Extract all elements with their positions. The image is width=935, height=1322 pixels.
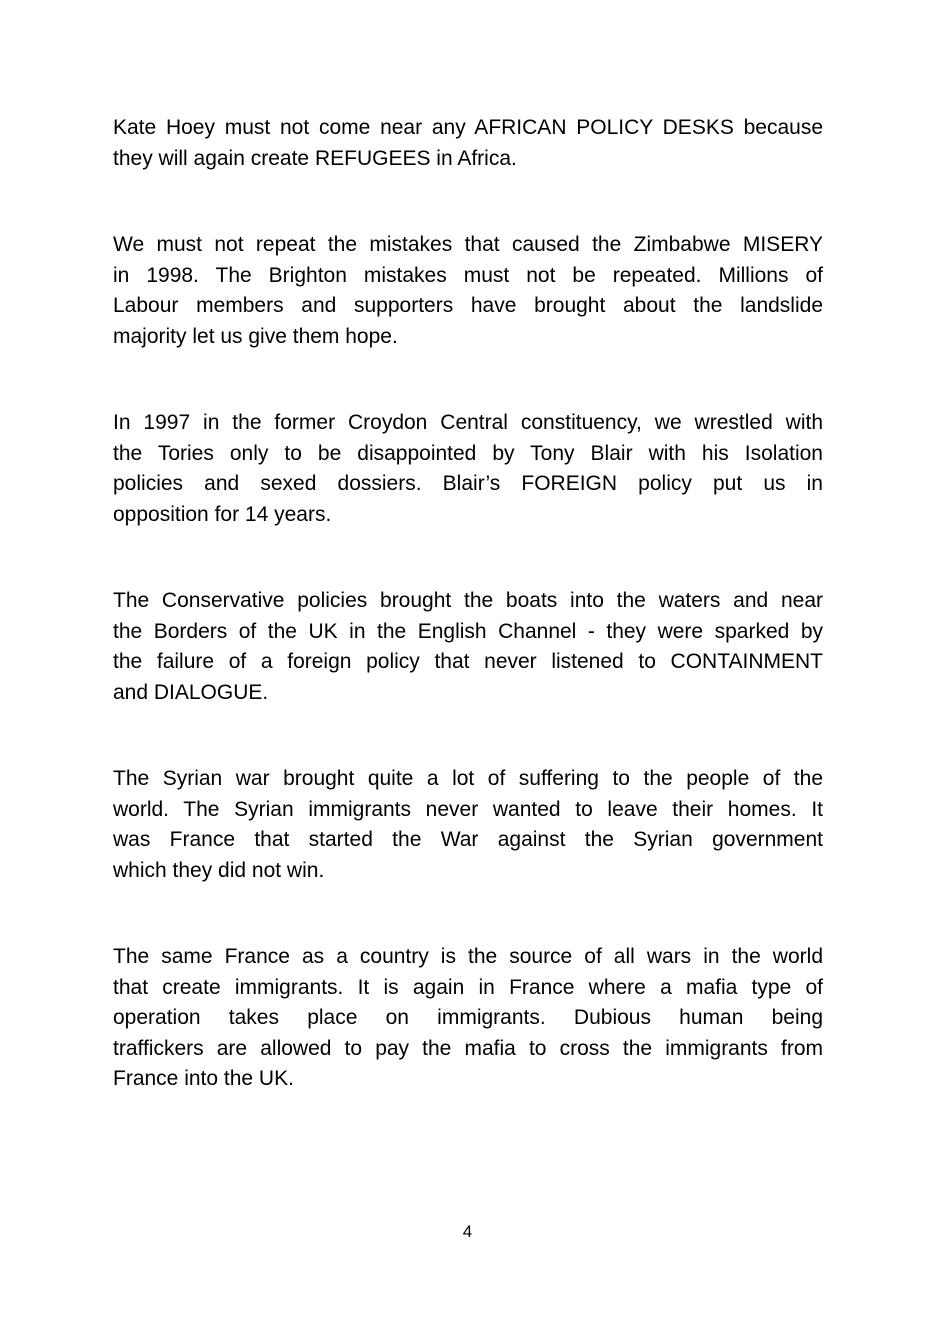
text-line: that create immigrants. It is again in France where a mafia type of bbox=[113, 975, 823, 999]
paragraph bbox=[113, 113, 823, 174]
document-body bbox=[113, 113, 823, 1151]
text-line: Labour members and supporters have brought about the landslide bbox=[113, 294, 823, 317]
text-line: In 1997 in the former Croydon Central constituency, we wrestled with bbox=[113, 411, 823, 434]
text-line: The same France as a country is the source of all wars in the world bbox=[113, 945, 823, 968]
text-line: Kate Hoey must not come near any AFRICAN POLICY DESKS because bbox=[113, 116, 823, 139]
text-line: France into the UK. bbox=[113, 1067, 294, 1090]
text-line: policies and sexed dossiers. Blair’s FOREIGN policy put us in bbox=[113, 472, 823, 495]
text-line: operation takes place on immigrants. Dubious human being bbox=[113, 1006, 823, 1029]
text-line: was France that started the War against the Syrian government bbox=[113, 828, 823, 851]
text-line: The Syrian war brought quite a lot of suffering to the people of the bbox=[113, 767, 823, 790]
paragraph bbox=[113, 942, 823, 1095]
paragraph bbox=[113, 586, 823, 708]
paragraph bbox=[113, 764, 823, 886]
text-line: the failure of a foreign policy that never listened to CONTAINMENT bbox=[113, 650, 823, 673]
paragraph bbox=[113, 408, 823, 530]
text-line: opposition for 14 years. bbox=[113, 502, 332, 526]
text-line: the Borders of the UK in the English Channel - they were sparked by bbox=[113, 619, 823, 643]
text-line: they will again create REFUGEES in Africa. bbox=[113, 146, 517, 170]
text-line: traffickers are allowed to pay the mafia to cross the immigrants from bbox=[113, 1036, 823, 1060]
text-line: world. The Syrian immigrants never wanted to leave their homes. It bbox=[113, 797, 823, 821]
text-line: the Tories only to be disappointed by Tony Blair with his Isolation bbox=[113, 441, 823, 465]
text-line: The Conservative policies brought the boats into the waters and near bbox=[113, 589, 823, 612]
text-line: We must not repeat the mistakes that caused the Zimbabwe MISERY bbox=[113, 233, 823, 256]
text-line: and DIALOGUE. bbox=[113, 680, 269, 704]
text-line: which they did not win. bbox=[113, 858, 325, 882]
text-line: majority let us give them hope. bbox=[113, 324, 398, 348]
page-number: 4 bbox=[462, 1222, 473, 1241]
paragraph bbox=[113, 230, 823, 352]
text-line: in 1998. The Brighton mistakes must not be repeated. Millions of bbox=[113, 263, 823, 287]
